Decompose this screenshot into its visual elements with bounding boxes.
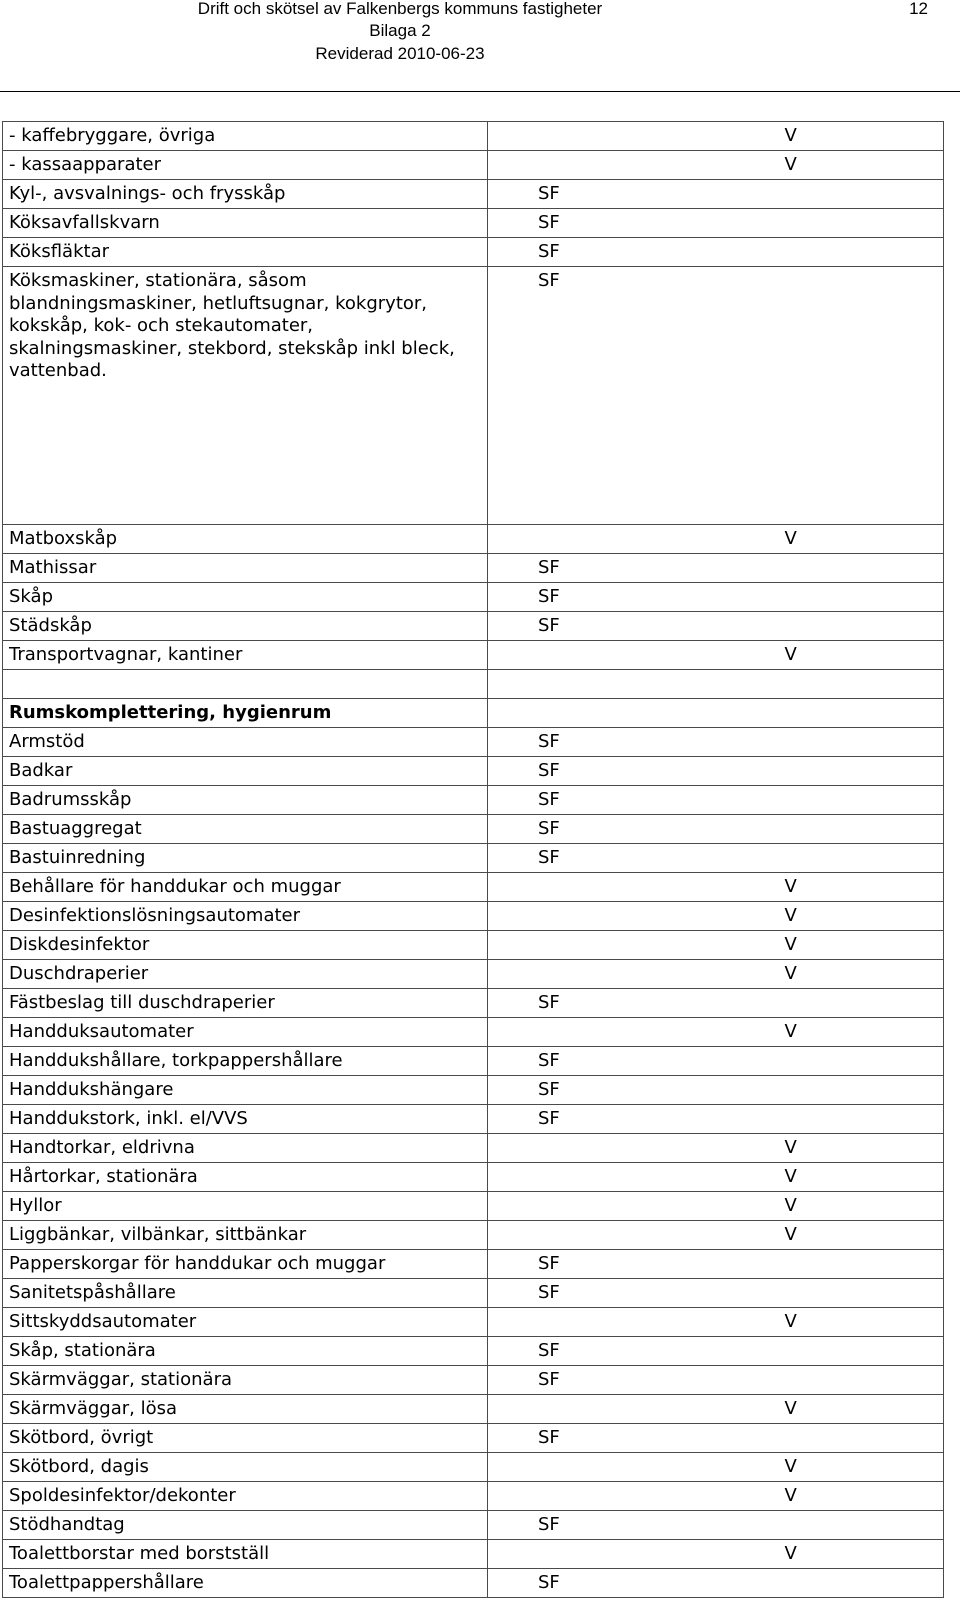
v-cell: V — [638, 873, 944, 902]
v-cell — [638, 728, 944, 757]
sf-cell — [488, 931, 638, 960]
sf-cell — [488, 960, 638, 989]
sf-cell: SF — [488, 989, 638, 1018]
v-cell — [638, 786, 944, 815]
v-cell: V — [638, 1192, 944, 1221]
table-row — [3, 873, 944, 902]
sf-cell: SF — [488, 844, 638, 873]
table-row — [3, 641, 944, 670]
sf-cell: SF — [488, 1366, 638, 1395]
sf-cell: SF — [488, 612, 638, 641]
item-name-cell — [3, 670, 488, 699]
responsibility-table — [2, 121, 944, 1598]
sf-cell: SF — [488, 728, 638, 757]
sf-cell — [488, 1482, 638, 1511]
v-cell — [638, 1279, 944, 1308]
item-name-cell: Handdukstork, inkl. el/VVS — [3, 1105, 488, 1134]
v-cell: V — [638, 1221, 944, 1250]
sf-cell — [488, 699, 638, 728]
item-name-cell: Kyl-, avsvalnings- och frysskåp — [3, 180, 488, 209]
item-name-cell: Skärmväggar, lösa — [3, 1395, 488, 1424]
item-name-cell: Armstöd — [3, 728, 488, 757]
item-name-cell: Liggbänkar, vilbänkar, sittbänkar — [3, 1221, 488, 1250]
sf-cell: SF — [488, 1569, 638, 1598]
sf-cell — [488, 1453, 638, 1482]
item-name-cell: Handdukshängare — [3, 1076, 488, 1105]
table-row — [3, 1221, 944, 1250]
v-cell: V — [638, 902, 944, 931]
page-number: 12 — [909, 0, 928, 18]
item-name-cell: Skötbord, övrigt — [3, 1424, 488, 1453]
sf-cell: SF — [488, 1511, 638, 1540]
document-title: Drift och skötsel av Falkenbergs kommuns fastigheter — [197, 0, 603, 18]
v-cell — [638, 1105, 944, 1134]
item-name-cell: Handtorkar, eldrivna — [3, 1134, 488, 1163]
sf-cell: SF — [488, 583, 638, 612]
v-cell: V — [638, 1453, 944, 1482]
item-name-cell: Städskåp — [3, 612, 488, 641]
v-cell: V — [638, 1482, 944, 1511]
v-cell — [638, 583, 944, 612]
table-row — [3, 267, 944, 525]
table-row — [3, 1192, 944, 1221]
v-cell — [638, 844, 944, 873]
v-cell: V — [638, 1018, 944, 1047]
sf-cell: SF — [488, 1105, 638, 1134]
v-cell — [638, 1569, 944, 1598]
item-name-cell: Diskdesinfektor — [3, 931, 488, 960]
v-cell: V — [638, 151, 944, 180]
sf-cell: SF — [488, 267, 638, 525]
v-cell — [638, 554, 944, 583]
v-cell — [638, 815, 944, 844]
item-name-cell: Stödhandtag — [3, 1511, 488, 1540]
item-name-cell: Handduksautomater — [3, 1018, 488, 1047]
revision-date: Reviderad 2010-06-23 — [315, 44, 485, 63]
table-row — [3, 670, 944, 699]
v-cell — [638, 209, 944, 238]
table-row — [3, 1482, 944, 1511]
v-cell — [638, 699, 944, 728]
table-row — [3, 1395, 944, 1424]
responsibility-table-body — [3, 122, 944, 1598]
table-row — [3, 525, 944, 554]
sf-cell — [488, 1163, 638, 1192]
table-row — [3, 1366, 944, 1395]
table-row — [3, 1076, 944, 1105]
item-name-cell: - kassaapparater — [3, 151, 488, 180]
table-row — [3, 902, 944, 931]
table-row — [3, 583, 944, 612]
table-row — [3, 554, 944, 583]
sf-cell: SF — [488, 554, 638, 583]
table-row — [3, 1337, 944, 1366]
table-row — [3, 1453, 944, 1482]
sf-cell — [488, 1308, 638, 1337]
sf-cell: SF — [488, 1424, 638, 1453]
v-cell: V — [638, 641, 944, 670]
table-row — [3, 209, 944, 238]
v-cell: V — [638, 960, 944, 989]
sf-cell — [488, 873, 638, 902]
v-cell — [638, 1250, 944, 1279]
v-cell — [638, 1511, 944, 1540]
item-name-cell: Duschdraperier — [3, 960, 488, 989]
item-name-cell: Köksmaskiner, stationära, såsom blandningsmaskiner, hetluftsugnar, kokgrytor, kokskåp, kok- och stekautomater, skalningsmaskiner, stekbord, stekskåp inkl bleck, vattenbad. — [3, 267, 488, 525]
v-cell — [638, 757, 944, 786]
table-row — [3, 1018, 944, 1047]
table-row — [3, 786, 944, 815]
section-heading: Rumskomplettering, hygienrum — [3, 699, 488, 728]
item-name-cell: Desinfektionslösningsautomater — [3, 902, 488, 931]
table-row — [3, 1424, 944, 1453]
sf-cell: SF — [488, 786, 638, 815]
table-row — [3, 728, 944, 757]
sf-cell — [488, 122, 638, 151]
item-name-cell: Sanitetspåshållare — [3, 1279, 488, 1308]
v-cell: V — [638, 1540, 944, 1569]
table-row — [3, 960, 944, 989]
table-row — [3, 1047, 944, 1076]
sf-cell: SF — [488, 1337, 638, 1366]
item-name-cell: Hårtorkar, stationära — [3, 1163, 488, 1192]
table-row — [3, 238, 944, 267]
v-cell — [638, 1366, 944, 1395]
table-row — [3, 612, 944, 641]
table-row — [3, 1250, 944, 1279]
v-cell: V — [638, 1308, 944, 1337]
item-name-cell: Bastuinredning — [3, 844, 488, 873]
sf-cell — [488, 1134, 638, 1163]
table-row — [3, 699, 944, 728]
table-row — [3, 151, 944, 180]
item-name-cell: Köksfläktar — [3, 238, 488, 267]
v-cell — [638, 1047, 944, 1076]
item-name-cell: Sittskyddsautomater — [3, 1308, 488, 1337]
sf-cell: SF — [488, 1250, 638, 1279]
item-name-cell: Mathissar — [3, 554, 488, 583]
table-row — [3, 757, 944, 786]
sf-cell: SF — [488, 238, 638, 267]
item-name-cell: Skåp — [3, 583, 488, 612]
item-name-cell: Köksavfallskvarn — [3, 209, 488, 238]
item-name-cell: Fästbeslag till duschdraperier — [3, 989, 488, 1018]
table-row — [3, 122, 944, 151]
v-cell — [638, 670, 944, 699]
v-cell: V — [638, 931, 944, 960]
table-row — [3, 1511, 944, 1540]
sf-cell — [488, 1192, 638, 1221]
item-name-cell: Toalettborstar med borstställ — [3, 1540, 488, 1569]
item-name-cell: Badkar — [3, 757, 488, 786]
table-row — [3, 844, 944, 873]
v-cell — [638, 1076, 944, 1105]
table-row — [3, 1279, 944, 1308]
sf-cell: SF — [488, 1279, 638, 1308]
appendix-label: Bilaga 2 — [369, 21, 431, 40]
table-row — [3, 989, 944, 1018]
v-cell: V — [638, 1134, 944, 1163]
v-cell: V — [638, 525, 944, 554]
item-name-cell: Badrumsskåp — [3, 786, 488, 815]
v-cell — [638, 612, 944, 641]
sf-cell — [488, 902, 638, 931]
item-name-cell: Bastuaggregat — [3, 815, 488, 844]
table-row — [3, 1308, 944, 1337]
item-name-cell: Toalettpappershållare — [3, 1569, 488, 1598]
sf-cell: SF — [488, 209, 638, 238]
item-name-cell: - kaffebryggare, övriga — [3, 122, 488, 151]
table-row — [3, 1163, 944, 1192]
item-name-cell: Skärmväggar, stationära — [3, 1366, 488, 1395]
sf-cell — [488, 1395, 638, 1424]
sf-cell: SF — [488, 1047, 638, 1076]
sf-cell: SF — [488, 757, 638, 786]
sf-cell — [488, 641, 638, 670]
sf-cell — [488, 151, 638, 180]
v-cell: V — [638, 1163, 944, 1192]
table-row — [3, 815, 944, 844]
sf-cell — [488, 525, 638, 554]
table-row — [3, 931, 944, 960]
table-row — [3, 1569, 944, 1598]
v-cell — [638, 238, 944, 267]
item-name-cell: Matboxskåp — [3, 525, 488, 554]
page-header — [0, 0, 960, 92]
table-row — [3, 1105, 944, 1134]
v-cell: V — [638, 122, 944, 151]
v-cell: V — [638, 1395, 944, 1424]
sf-cell — [488, 1540, 638, 1569]
table-row — [3, 180, 944, 209]
table-row — [3, 1134, 944, 1163]
v-cell — [638, 1337, 944, 1366]
v-cell — [638, 180, 944, 209]
table-row — [3, 1540, 944, 1569]
sf-cell — [488, 1018, 638, 1047]
item-name-cell: Skötbord, dagis — [3, 1453, 488, 1482]
sf-cell — [488, 670, 638, 699]
v-cell — [638, 1424, 944, 1453]
item-name-cell: Handdukshållare, torkpappershållare — [3, 1047, 488, 1076]
sf-cell: SF — [488, 1076, 638, 1105]
v-cell — [638, 989, 944, 1018]
item-name-cell: Skåp, stationära — [3, 1337, 488, 1366]
item-name-cell: Hyllor — [3, 1192, 488, 1221]
v-cell — [638, 267, 944, 525]
item-name-cell: Behållare för handdukar och muggar — [3, 873, 488, 902]
item-name-cell: Spoldesinfektor/dekonter — [3, 1482, 488, 1511]
sf-cell — [488, 1221, 638, 1250]
item-name-cell: Transportvagnar, kantiner — [3, 641, 488, 670]
sf-cell: SF — [488, 815, 638, 844]
sf-cell: SF — [488, 180, 638, 209]
item-name-cell: Papperskorgar för handdukar och muggar — [3, 1250, 488, 1279]
